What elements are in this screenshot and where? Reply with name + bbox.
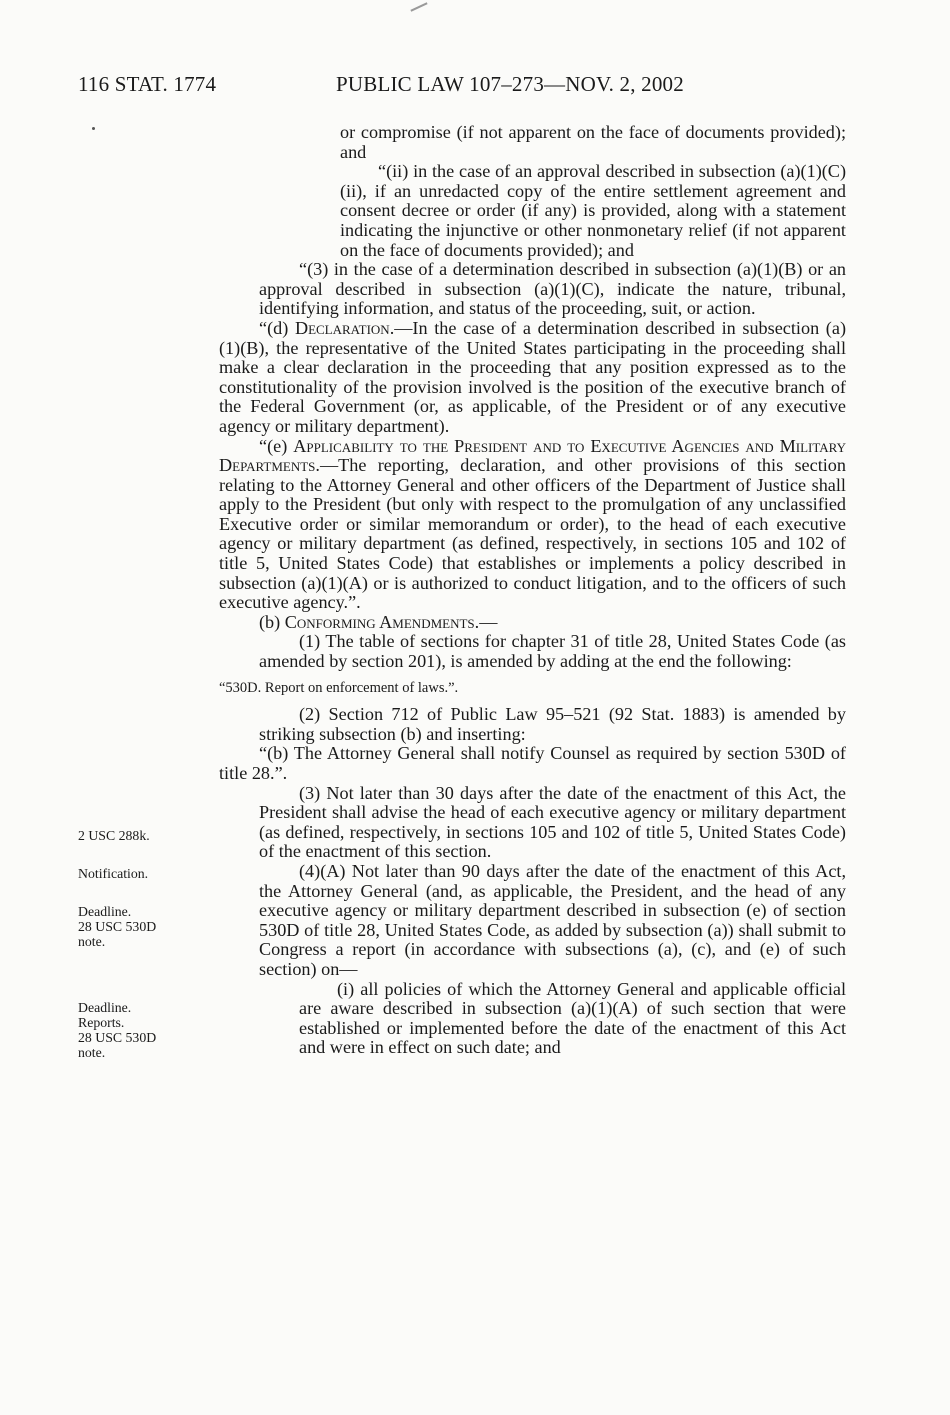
margin-note: Notification. xyxy=(78,866,149,881)
pen-mark xyxy=(410,2,427,11)
paragraph-open: (b) xyxy=(259,611,285,632)
page-header xyxy=(78,72,858,104)
paragraph xyxy=(219,319,846,437)
paragraph: (1) The table of sections for chapter 31 of title 28, United States Code (as amended by section 201), is amended by adding at the end the following: xyxy=(259,631,846,672)
paragraph-text: .— xyxy=(474,611,498,632)
body-text xyxy=(219,123,846,1058)
paragraph: or compromise (if not apparent on the face of documents provided); and xyxy=(340,122,846,162)
paragraph-text: .—The reporting, declaration, and other provisions of this section relating to the Attorney General and other officers of the Department of Justice shall apply to the President (but only with respect to the promulgation of any unclassified Executive order or similar memorandum or order), to the head of each executive agency or military department (as defined, respectively, in sections 105 and 102 of title 5, United States Code) that establishes or implements a policy described in subsection (a)(1)(A) or is authorized to conduct litigation, and to the officers of such executive agency.”. xyxy=(219,455,846,613)
paragraph xyxy=(219,613,846,633)
section-heading: Conforming Amendments xyxy=(284,611,475,632)
paragraph-open: “(e) xyxy=(259,435,294,456)
margin-note: 2 USC 288k. xyxy=(78,828,150,843)
paragraph: “(ii) in the case of an approval described in subsection (a)(1)(C)(ii), if an unredacted copy of the entire settlement agreement and consent decree or order (if any) is provided, along with a statement indicating the injunctive or other nonmonetary relief (if not apparent on the face of documents provided); and xyxy=(340,161,846,260)
paragraph xyxy=(219,437,846,613)
paragraph: (4)(A) Not later than 90 days after the date of the enactment of this Act, the Attorney General (and, as applicable, the President, and the head of any executive agency or military department described in subsection (e) of section 530D of title 28, United States Code, as added by subsection (a)) shall submit to Congress a report (in accordance with subsections (a), (c), and (e) of such section) on— xyxy=(259,860,846,979)
ink-speck xyxy=(92,127,95,130)
stat-reference: 116 STAT. 1774 xyxy=(78,72,217,96)
margin-note: Deadline. 28 USC 530D note. xyxy=(78,904,157,949)
paragraph-text: .—In the case of a determination described in subsection (a)(1)(B), the representative of the United States participating in the proceeding shall make a clear declaration in the proceeding that any position expressed as to the constitutionality of the provision involved is the position of the executive branch of the Federal Government (or, as applicable, of the President or of any executive agency or military department). xyxy=(219,317,846,436)
section-heading: Applicability to the President and to Executive Agencies and Military Departments xyxy=(219,435,846,476)
law-title: PUBLIC LAW 107–273—NOV. 2, 2002 xyxy=(336,72,684,96)
section-heading: Declaration xyxy=(294,317,390,338)
paragraph: “(3) in the case of a determination described in subsection (a)(1)(B) or an approval described in subsection (a)(1)(C), indicate the nature, tribunal, identifying information, and status of the proceeding, suit, or action. xyxy=(259,259,846,319)
paragraph: “(b) The Attorney General shall notify Counsel as required by section 530D of title 28.”. xyxy=(219,743,846,783)
paragraph-open: “(d) xyxy=(259,317,295,338)
paragraph: (2) Section 712 of Public Law 95–521 (92 Stat. 1883) is amended by striking subsection (b) and inserting: xyxy=(259,704,846,744)
paragraph: (3) Not later than 30 days after the date of the enactment of this Act, the President shall advise the head of each executive agency or military department (as defined, respectively, in sections 105 and 102 of title 5, United States Code) of the enactment of this section. xyxy=(259,782,846,862)
table-of-sections-entry: “530D. Report on enforcement of laws.”. xyxy=(219,679,459,696)
margin-note: Deadline. Reports. 28 USC 530D note. xyxy=(78,1000,157,1060)
paragraph: (i) all policies of which the Attorney General and applicable official are aware described in subsection (a)(1)(A) of such section that were established or implemented before the date of the enactment of this Act and were in effect on such date; and xyxy=(299,978,846,1058)
